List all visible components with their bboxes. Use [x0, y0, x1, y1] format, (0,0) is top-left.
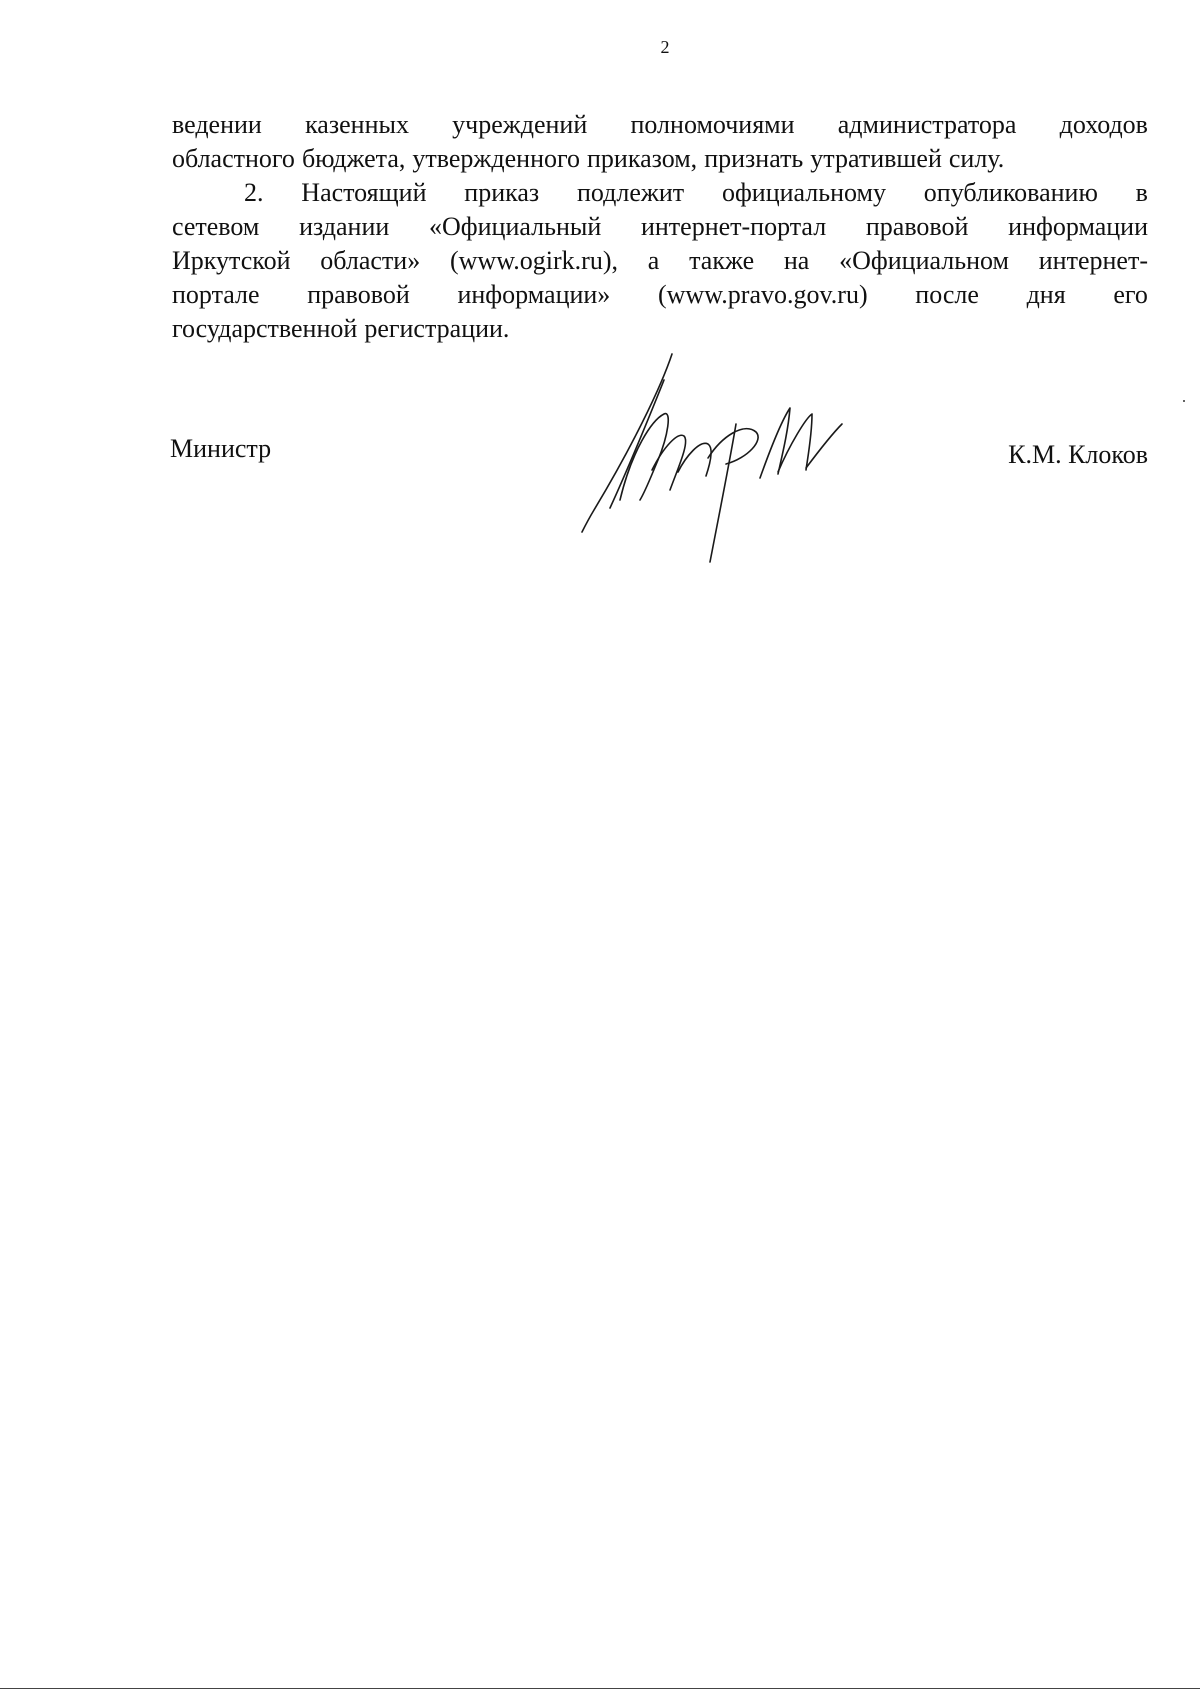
word: опубликованию: [923, 178, 1098, 207]
word: силу.: [948, 144, 1005, 173]
word: сетевом: [172, 212, 260, 241]
scan-artifact: [1183, 400, 1185, 402]
word: подлежит: [576, 178, 685, 207]
word: в: [1135, 178, 1148, 207]
word: учреждений: [452, 110, 588, 139]
word: «Официальный: [429, 212, 602, 241]
word: Иркутской: [172, 246, 291, 275]
word: Настоящий: [301, 178, 427, 207]
word: утратившей: [810, 144, 942, 173]
word: приказ: [464, 178, 540, 207]
word: бюджета,: [301, 144, 406, 173]
text-line: [172, 312, 1148, 346]
word: признать: [704, 144, 804, 173]
word: дня: [1026, 280, 1066, 309]
page-number: 2: [660, 37, 670, 57]
footer-rule: [0, 1688, 1200, 1689]
word: на: [783, 246, 810, 275]
word: казенных: [305, 110, 409, 139]
word: ведении: [172, 110, 262, 139]
word: государственной: [172, 314, 358, 343]
link-text: (www.ogirk.ru),: [449, 246, 618, 275]
word: издании: [299, 212, 390, 241]
word: областного: [172, 144, 295, 173]
word: приказом,: [587, 144, 698, 173]
text-line: [172, 210, 1148, 244]
word: области»: [320, 246, 421, 275]
word: также: [689, 246, 755, 275]
word: после: [915, 280, 979, 309]
word: официальному: [721, 178, 886, 207]
word: правовой: [865, 212, 969, 241]
text-line: [172, 244, 1148, 278]
text-line: [172, 142, 1148, 176]
word: правовой: [307, 280, 410, 309]
word: информации»: [457, 280, 611, 309]
signer-name: К.М. Клоков: [1008, 440, 1148, 469]
text-line: [172, 108, 1148, 142]
handwritten-signature: [560, 340, 870, 570]
text-line: [172, 176, 1148, 210]
word: интернет-: [1038, 246, 1148, 275]
link-text: (www.pravo.gov.ru): [657, 280, 868, 309]
word: регистрации.: [364, 314, 510, 343]
list-number: 2.: [244, 178, 264, 207]
word: администратора: [837, 110, 1017, 139]
word: его: [1113, 280, 1148, 309]
signer-position: Министр: [170, 434, 272, 463]
word: а: [647, 246, 660, 275]
text-line: [172, 278, 1148, 312]
word: «Официальном: [839, 246, 1009, 275]
word: доходов: [1059, 110, 1148, 139]
word: информации: [1008, 212, 1148, 241]
word: полномочиями: [630, 110, 795, 139]
word: портале: [172, 280, 260, 309]
word: утвержденного: [412, 144, 580, 173]
word: интернет-портал: [640, 212, 827, 241]
body-text: [172, 108, 1148, 346]
